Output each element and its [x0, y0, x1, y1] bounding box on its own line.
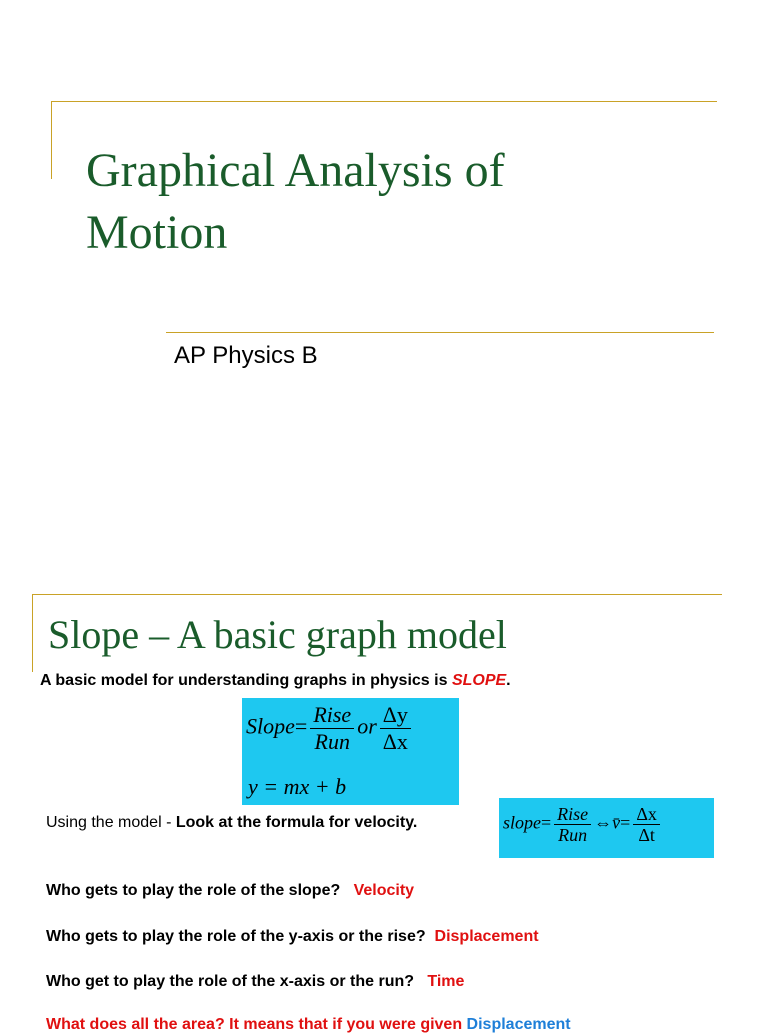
equals-sign: =: [294, 713, 308, 739]
equivalence-arrow-icon: ⇔: [594, 812, 613, 833]
average-velocity: v̄: [612, 812, 621, 833]
title-line-1: Graphical Analysis of: [86, 144, 505, 197]
velocity-formula: [503, 804, 663, 845]
title-line-2: Motion: [86, 206, 228, 259]
delta-y: Δy: [380, 702, 411, 729]
subtitle-rule: [166, 332, 714, 333]
run-2: Run: [558, 825, 588, 845]
slope-formula-box: [242, 698, 459, 805]
slide-1-subtitle: AP Physics B: [174, 342, 318, 369]
intro-emphasis: SLOPE: [451, 672, 507, 689]
question-x-axis: [46, 973, 464, 991]
intro-line: [40, 672, 511, 690]
question-y-axis: [46, 928, 539, 946]
question-text: Who gets to play the role of the slope?: [46, 882, 341, 899]
rise-2: Rise: [554, 804, 591, 825]
slide-2-title: Slope – A basic graph model: [48, 612, 507, 657]
left-rule: [32, 594, 33, 672]
question-text: Who gets to play the role of the y-axis or the rise?: [46, 928, 426, 945]
line-equation: y = mx + b: [248, 774, 347, 799]
slide-2: [0, 560, 768, 1033]
model-text-bold: Look at the formula for velocity.: [175, 814, 418, 831]
rise: Rise: [310, 702, 354, 729]
model-line: [46, 814, 417, 832]
equals-sign-2: =: [541, 812, 552, 833]
model-text-plain: Using the model -: [46, 814, 176, 831]
run: Run: [314, 729, 350, 754]
question-text: Who get to play the role of the x-axis or the run?: [46, 973, 415, 990]
answer-text: Time: [427, 973, 465, 990]
dy-over-dx: [380, 702, 411, 755]
slide-1-title: [86, 140, 726, 264]
equals-sign-3: =: [620, 812, 631, 833]
or-label: or: [357, 713, 377, 739]
slope-label-2: slope: [503, 812, 541, 833]
delta-x: Δx: [382, 729, 408, 754]
question-text: What does all the area? It means that if you were given: [46, 1016, 467, 1033]
slope-label: Slope: [246, 713, 295, 739]
slope-formula: [246, 702, 414, 755]
intro-text: A basic model for understanding graphs in physics is: [40, 672, 452, 689]
top-rule: [51, 101, 717, 102]
delta-x-2: Δx: [633, 804, 660, 825]
question-slope: [46, 882, 414, 900]
delta-t: Δt: [638, 825, 655, 845]
answer-text: Displacement: [434, 928, 539, 945]
answer-text: Displacement: [466, 1016, 571, 1033]
intro-end: .: [506, 672, 511, 689]
rise-over-run: [310, 702, 354, 755]
rise-over-run-2: [554, 804, 591, 845]
left-rule: [51, 101, 52, 179]
top-rule: [32, 594, 722, 595]
answer-text: Velocity: [353, 882, 415, 899]
question-area-partial: [46, 1016, 571, 1034]
velocity-formula-box: [499, 798, 714, 858]
dx-over-dt: [633, 804, 660, 845]
